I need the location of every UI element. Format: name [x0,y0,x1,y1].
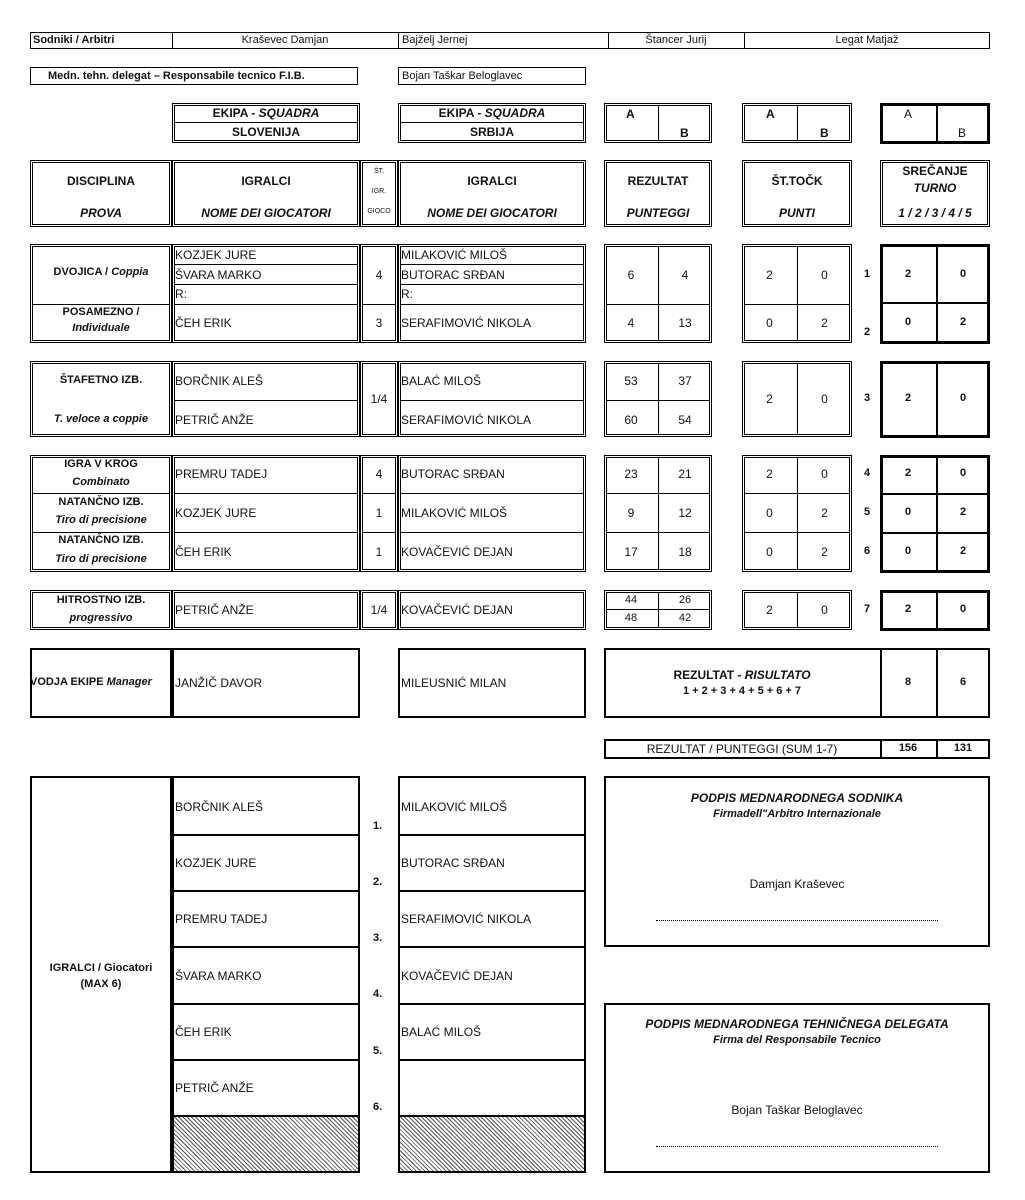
enc-r3a: 2 [904,392,912,404]
roster-num-6: 6. [373,1101,383,1113]
player-r6b: KOVAČEVIĆ DEJAN [401,545,513,559]
result-a: 8 [904,676,912,688]
enc-r7b: 0 [959,603,967,615]
score-r3c: 60 [624,413,638,427]
sum-label: REZULTAT / PUNTEGGI (SUM 1-7) [646,742,838,756]
points-r7b: 0 [821,603,828,617]
player-r1b: ŠVARA MARKO [175,268,262,282]
points-r3b: 0 [821,392,828,406]
header-disciplina-label: DISCIPLINA [66,174,135,188]
enc-r6a: 0 [904,545,912,557]
judge-signature-line [656,920,938,921]
header-nome-1: NOME DEI GIOCATORI [201,206,331,220]
delegate-label: Medn. tehn. delegat – Responsabile tecnico F.I.B. [48,70,305,82]
enc-r2a: 0 [904,316,912,328]
points-r2a: 0 [766,316,773,330]
enc-num-3: 3 [864,392,871,404]
player-r7a: PETRIČ ANŽE [175,603,254,617]
game-r7: 1/4 [370,603,388,617]
roster1-player-6: PETRIČ ANŽE [175,1081,254,1095]
score-r4b: 21 [678,467,692,481]
player-r5a: KOZJEK JURE [175,506,257,520]
game-r4: 4 [375,467,383,481]
header-srecanje-label: SREČANJE [902,164,968,178]
player-r3a: BORČNIK ALEŠ [175,374,264,388]
score-r6a: 17 [624,545,638,559]
roster2-player-1: MILAKOVIĆ MILOŠ [401,800,508,814]
score-r2a: 4 [627,316,635,330]
discipline-5-sl: NATANČNO IZB. [58,496,144,508]
manager-label: VODJA EKIPE Manager [30,676,152,688]
roster1-player-1: BORČNIK ALEŠ [175,800,264,814]
result-label: REZULTAT - RISULTATO [673,668,811,682]
points-r4b: 0 [821,467,828,481]
judge-signature-name: Damjan Kraševec [749,877,845,891]
delegate-signature-line [656,1146,938,1147]
roster1-player-3: PREMRU TADEJ [175,912,268,926]
roster-label-2: (MAX 6) [80,978,122,990]
header-igr: IGR. [371,188,387,195]
header-igralci-2: IGRALCI [467,174,517,188]
ab-box-encounter [880,103,990,144]
score-r4a: 23 [624,467,638,481]
ab-enc-a: A [904,107,913,121]
enc-num-2: 2 [864,326,871,338]
enc-num-4: 4 [864,467,871,479]
points-r6a: 0 [766,545,773,559]
header-punti-label: PUNTI [779,206,815,220]
team2-name: SRBIJA [469,125,514,139]
roster1-player-4: ŠVARA MARKO [175,969,262,983]
judges-label: Sodniki / Arbitri [33,34,115,46]
team1-header: EKIPA - SQUADRA [212,106,320,120]
roster-num-1: 1. [373,820,383,832]
score-r7d: 42 [678,612,692,624]
game-r3: 1/4 [370,392,388,406]
ab-score-b: B [680,126,689,140]
ab-score-a: A [626,107,635,121]
game-r1: 4 [375,268,383,282]
player-r7b: KOVAČEVIĆ DEJAN [401,603,513,617]
score-r3b: 37 [678,374,692,388]
delegate-signature-title: PODPIS MEDNARODNEGA TEHNIČNEGA DELEGATA [645,1017,949,1031]
points-r2b: 2 [821,316,828,330]
roster-num-3: 3. [373,932,383,944]
header-rezultat-label: REZULTAT [627,174,689,188]
roster-num-2: 2. [373,876,383,888]
enc-r7a: 2 [904,603,912,615]
header-gioco: GIOCO [367,208,391,215]
team2-header: EKIPA - SQUADRA [438,106,546,120]
score-r6b: 18 [678,545,692,559]
player-r1d: MILAKOVIĆ MILOŠ [401,248,508,262]
discipline-6-it: Tiro di precisione [55,553,147,565]
player-r2a: ČEH ERIK [175,316,232,330]
roster2-player-4: KOVAČEVIĆ DEJAN [401,969,513,983]
roster2-player-5: BALAĆ MILOŠ [401,1025,482,1039]
judge-2: Bajželj Jernej [402,34,468,46]
enc-r3b: 0 [959,392,967,404]
header-turno-label: TURNO [913,181,957,195]
game-r2: 3 [375,316,383,330]
player-r1a: KOZJEK JURE [175,248,257,262]
player-r2b: SERAFIMOVIĆ NIKOLA [401,316,532,330]
discipline-4-it: Combinato [72,476,130,488]
points-r5a: 0 [766,506,773,520]
team1-name: SLOVENIJA [231,125,300,139]
delegate-signature-sub: Firma del Responsabile Tecnico [713,1034,881,1046]
player-r5b: MILAKOVIĆ MILOŠ [401,506,508,520]
points-r6b: 2 [821,545,828,559]
roster-label-1: IGRALCI / Giocatori [49,962,153,974]
enc-r5a: 0 [904,506,912,518]
discipline-7-it: progressivo [69,612,133,624]
discipline-5-it: Tiro di precisione [55,514,147,526]
enc-num-7: 7 [864,603,871,615]
header-nome-2: NOME DEI GIOCATORI [427,206,557,220]
enc-r5b: 2 [959,506,967,518]
delegate-name: Bojan Taškar Beloglavec [402,70,523,82]
roster1-player-5: ČEH ERIK [175,1025,232,1039]
enc-num-6: 6 [864,545,871,557]
judge-signature-sub: Firmadell"Arbitro Internazionale [713,808,881,820]
player-r4a: PREMRU TADEJ [175,467,268,481]
sum-b: 131 [953,742,973,754]
header-igralci-1: IGRALCI [241,174,291,188]
judge-4: Legat Matjaž [835,34,899,46]
score-r7c: 48 [624,612,638,624]
points-r1a: 2 [766,268,773,282]
score-r7a: 44 [624,594,638,606]
result-b: 6 [959,676,967,688]
enc-num-1: 1 [864,268,871,280]
player-r6a: ČEH ERIK [175,545,232,559]
points-r3a: 2 [766,392,773,406]
header-punteggi-label: PUNTEGGI [626,206,690,220]
roster-num-4: 4. [373,988,383,1000]
manager-team2: MILEUSNIĆ MILAN [401,676,507,690]
player-r1c: R: [175,287,187,301]
block-1-2-enc [880,244,990,344]
game-r5: 1 [375,506,383,520]
ab-enc-b: B [958,126,967,140]
points-r4a: 2 [766,467,773,481]
roster-num-5: 5. [373,1045,383,1057]
judge-1: Kraševec Damjan [241,34,329,46]
player-r3b: BALAĆ MILOŠ [401,374,482,388]
score-r1a: 6 [627,268,635,282]
player-r1f: R: [401,287,413,301]
points-r5b: 2 [821,506,828,520]
manager-team1: JANŽIČ DAVOR [175,676,263,690]
game-r6: 1 [375,545,383,559]
discipline-6-sl: NATANČNO IZB. [58,534,144,546]
roster-team2-hatch [400,1117,584,1171]
player-r1e: BUTORAC SRĐAN [401,268,505,282]
discipline-2-sl: POSAMEZNO / [62,306,140,318]
roster1-player-2: KOZJEK JURE [175,856,257,870]
discipline-7-sl: HITROSTNO IZB. [56,594,146,606]
score-r7b: 26 [678,594,692,606]
player-r3d: SERAFIMOVIĆ NIKOLA [401,413,532,427]
points-r7a: 2 [766,603,773,617]
score-r3a: 53 [624,374,638,388]
roster-team1-hatch [174,1117,358,1171]
enc-num-5: 5 [864,506,871,518]
judge-3: Štancer Jurij [645,34,707,46]
result-formula: 1 + 2 + 3 + 4 + 5 + 6 + 7 [682,685,802,697]
enc-r1a: 2 [904,268,912,280]
enc-r6b: 2 [959,545,967,557]
sum-a: 156 [898,742,918,754]
score-r5a: 9 [627,506,635,520]
score-r3d: 54 [678,413,692,427]
player-r3c: PETRIČ ANŽE [175,413,254,427]
enc-r4b: 0 [959,467,967,479]
enc-r1b: 0 [959,268,967,280]
ab-points-a: A [766,107,775,121]
roster2-player-2: BUTORAC SRĐAN [401,856,505,870]
judge-signature-title: PODPIS MEDNARODNEGA SODNIKA [690,791,904,805]
discipline-2-it: Individuale [72,322,130,334]
roster2-player-3: SERAFIMOVIĆ NIKOLA [401,912,532,926]
score-r1b: 4 [681,268,689,282]
ab-points-b: B [820,126,829,140]
header-prova-label: PROVA [80,206,122,220]
enc-r2b: 2 [959,316,967,328]
block-3-disc [30,361,172,437]
discipline-1: DVOJICA / Coppia [53,266,149,278]
discipline-3-sl: ŠTAFETNO IZB. [59,374,143,386]
score-r5b: 12 [678,506,692,520]
header-tock-label: ŠT.TOČK [771,174,823,188]
points-r1b: 0 [821,268,828,282]
header-turno-nums: 1 / 2 / 3 / 4 / 5 [898,206,972,220]
score-r2b: 13 [678,316,692,330]
discipline-4-sl: IGRA V KROG [64,458,138,470]
header-st: ŠT. [373,168,385,175]
enc-r4a: 2 [904,467,912,479]
discipline-3-it: T. veloce a coppie [54,413,148,425]
roster-label-box [30,776,172,1173]
player-r4b: BUTORAC SRĐAN [401,467,505,481]
delegate-signature-name: Bojan Taškar Beloglavec [731,1103,863,1117]
